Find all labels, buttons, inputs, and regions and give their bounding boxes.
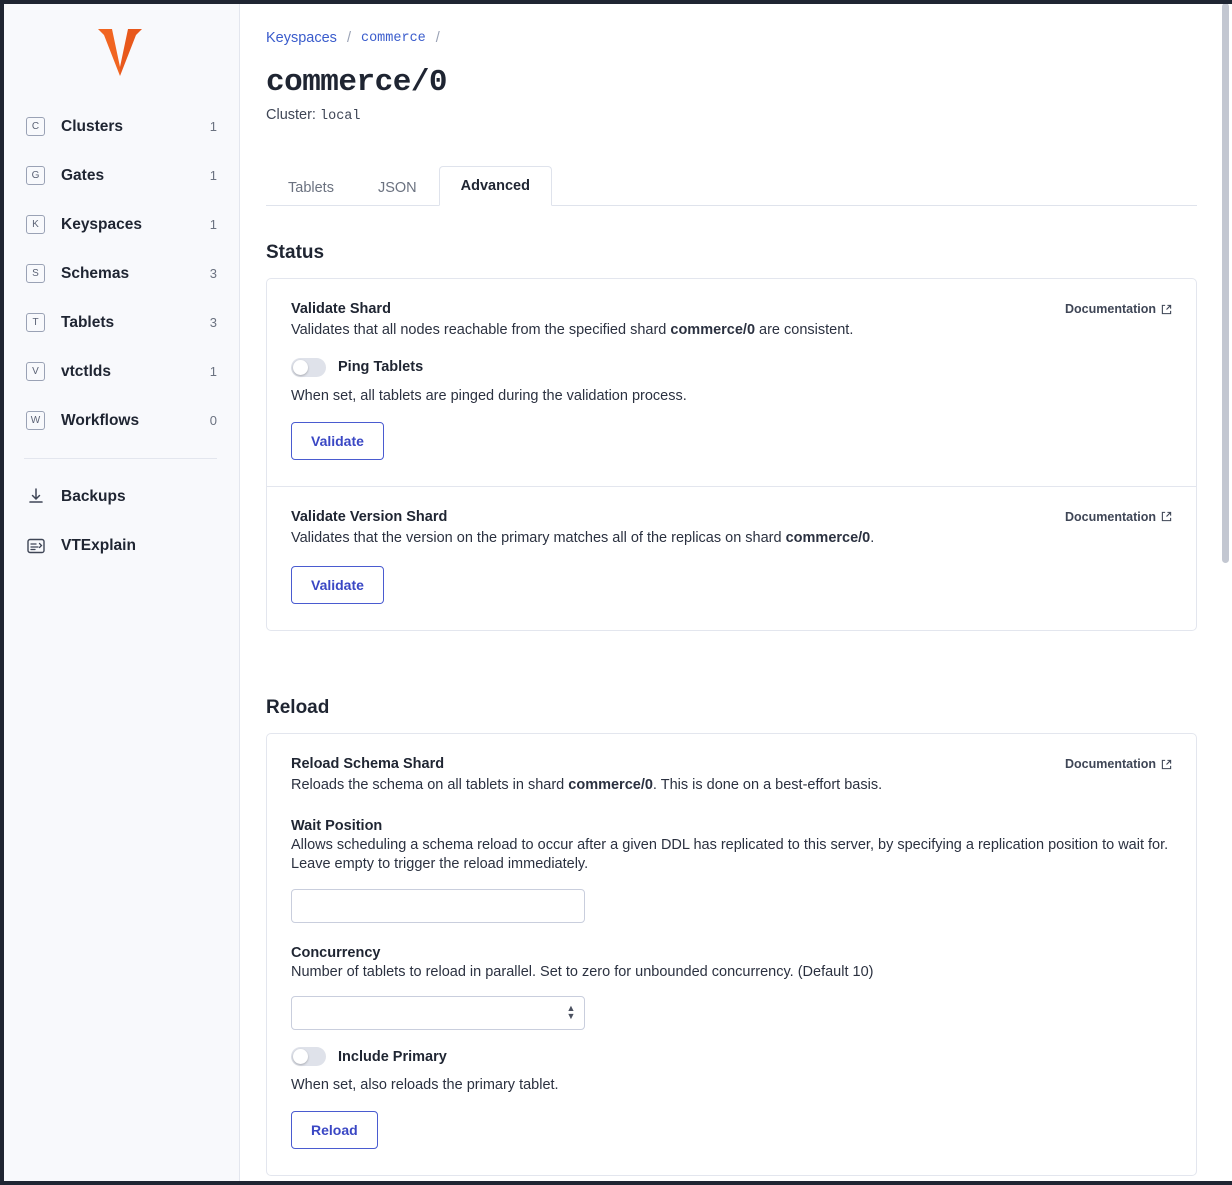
reload-schema-shard-block: [267, 734, 1196, 1175]
sidebar-item-label: Backups: [61, 487, 126, 505]
desc-pre: Validates that all nodes reachable from the specified shard: [291, 322, 671, 338]
toggle-knob: [293, 1049, 308, 1064]
s-square-icon: S: [26, 264, 45, 283]
v-square-icon: V: [26, 362, 45, 381]
window-top-edge: [0, 0, 1232, 4]
sidebar-item-workflows[interactable]: [0, 396, 239, 445]
sidebar-item-label: vtctlds: [61, 362, 111, 380]
main-content: [240, 0, 1232, 1185]
sidebar-item-count: 3: [209, 315, 217, 330]
include-primary-toggle-row: [291, 1047, 1172, 1066]
sidebar-item-label: Schemas: [61, 264, 130, 282]
sidebar-item-label: VTExplain: [61, 536, 136, 554]
desc-shard: commerce/0: [670, 322, 756, 338]
sidebar-item-label: Gates: [61, 166, 105, 184]
explain-icon: [26, 538, 46, 554]
include-primary-helper: When set, also reloads the primary tablet.: [291, 1077, 559, 1094]
external-link-icon: [1161, 759, 1172, 770]
breadcrumb-link-commerce[interactable]: commerce: [360, 30, 426, 46]
sidebar-item-count: 3: [209, 266, 217, 281]
download-icon: [26, 488, 46, 505]
tab-json[interactable]: JSON: [377, 180, 417, 196]
sidebar-item-count: 1: [209, 364, 217, 379]
section-title-status: Status: [266, 242, 325, 263]
desc-shard: commerce/0: [785, 529, 871, 546]
wait-position-label: Wait Position: [291, 817, 383, 834]
cluster-value: local: [320, 109, 361, 124]
block-title: Validate Shard: [291, 301, 391, 317]
sidebar-divider: [24, 458, 217, 459]
validate-shard-button[interactable]: Validate: [291, 422, 384, 460]
desc-pre: Reloads the schema on all tablets in shard: [291, 777, 569, 794]
ping-tablets-toggle-row: [291, 358, 1172, 377]
tab-bar: [266, 166, 1197, 206]
block-title: Validate Version Shard: [291, 508, 448, 525]
wait-position-input[interactable]: [291, 889, 585, 923]
reload-button[interactable]: Reload: [291, 1111, 378, 1149]
block-description: [291, 529, 1172, 549]
breadcrumb-link-keyspaces[interactable]: Keyspaces: [266, 30, 337, 46]
breadcrumb-separator-2: /: [435, 30, 440, 46]
logo-container[interactable]: [0, 14, 239, 90]
desc-post: .: [870, 529, 875, 546]
vertical-scrollbar[interactable]: [1221, 0, 1230, 1185]
sidebar-item-gates[interactable]: [0, 151, 239, 200]
sidebar-item-tablets[interactable]: [0, 298, 239, 347]
status-card: [266, 278, 1197, 631]
block-description: [291, 776, 1172, 796]
sidebar-item-count: 1: [209, 168, 217, 183]
sidebar: [0, 0, 240, 1185]
breadcrumb-separator: /: [346, 30, 351, 46]
validate-version-shard-button[interactable]: Validate: [291, 566, 384, 604]
cluster-label: Cluster:: [266, 107, 316, 123]
sidebar-item-clusters[interactable]: [0, 102, 239, 151]
wait-position-description: Allows scheduling a schema reload to occur after a given DDL has replicated to this server, by specifying a replication position to wait for. Leave empty to trigger the reload immediately.: [291, 836, 1169, 873]
sidebar-item-count: 0: [209, 413, 217, 428]
t-square-icon: T: [26, 313, 45, 332]
section-title-reload: Reload: [266, 697, 330, 719]
desc-pre: Validates that the version on the primary matches all of the replicas on shard: [291, 529, 786, 546]
tab-advanced[interactable]: Advanced: [439, 166, 552, 206]
sidebar-item-count: 1: [209, 217, 217, 232]
include-primary-label: Include Primary: [338, 1048, 447, 1065]
documentation-label: Documentation: [1065, 302, 1156, 316]
concurrency-field-wrap: [291, 996, 585, 1030]
documentation-link[interactable]: [1065, 757, 1172, 771]
sidebar-item-count: 1: [209, 119, 217, 134]
desc-shard: commerce/0: [568, 777, 653, 794]
tab-tablets[interactable]: Tablets: [288, 180, 334, 196]
documentation-label: Documentation: [1065, 509, 1156, 524]
window-left-edge: [0, 0, 4, 1185]
validate-version-shard-block: [267, 486, 1196, 631]
sidebar-item-vtctlds[interactable]: [0, 347, 239, 396]
stepper-arrows-icon[interactable]: ▲ ▼: [566, 1003, 576, 1022]
sidebar-item-backups[interactable]: [0, 472, 239, 521]
c-square-icon: C: [26, 117, 45, 136]
block-title: Reload Schema Shard: [291, 756, 445, 773]
include-primary-toggle[interactable]: [291, 1047, 326, 1066]
concurrency-input[interactable]: [291, 996, 585, 1030]
cluster-info: [266, 107, 1197, 124]
sidebar-item-label: Tablets: [61, 313, 115, 331]
sidebar-item-keyspaces[interactable]: [0, 200, 239, 249]
ping-tablets-toggle[interactable]: [291, 358, 326, 377]
external-link-icon: [1161, 511, 1172, 522]
toggle-knob: [293, 360, 308, 375]
concurrency-label: Concurrency: [291, 944, 381, 961]
page-title: commerce/0: [266, 65, 448, 100]
desc-post: . This is done on a best-effort basis.: [652, 777, 883, 794]
documentation-link[interactable]: [1065, 302, 1172, 316]
reload-card: [266, 733, 1197, 1176]
concurrency-description: Number of tablets to reload in parallel. Set to zero for unbounded concurrency. (Default 10): [291, 963, 874, 980]
block-description: [291, 321, 1172, 341]
g-square-icon: G: [26, 166, 45, 185]
window-bottom-edge: [0, 1181, 1232, 1185]
w-square-icon: W: [26, 411, 45, 430]
documentation-link[interactable]: [1065, 510, 1172, 524]
validate-shard-block: [267, 279, 1196, 486]
sidebar-item-vtexplain[interactable]: [0, 521, 239, 570]
sidebar-nav: [0, 102, 239, 570]
sidebar-item-label: Keyspaces: [61, 215, 143, 233]
external-link-icon: [1161, 304, 1172, 315]
k-square-icon: K: [26, 215, 45, 234]
ping-tablets-helper: When set, all tablets are pinged during the validation process.: [291, 387, 687, 404]
sidebar-item-schemas[interactable]: [0, 249, 239, 298]
desc-post: are consistent.: [755, 322, 854, 338]
sidebar-item-label: Clusters: [61, 117, 124, 135]
documentation-label: Documentation: [1065, 757, 1156, 772]
breadcrumb: [266, 30, 1197, 46]
vitess-logo: [94, 27, 146, 77]
ping-tablets-label: Ping Tablets: [338, 359, 424, 376]
sidebar-item-label: Workflows: [61, 411, 140, 429]
scrollbar-thumb[interactable]: [1222, 3, 1229, 563]
